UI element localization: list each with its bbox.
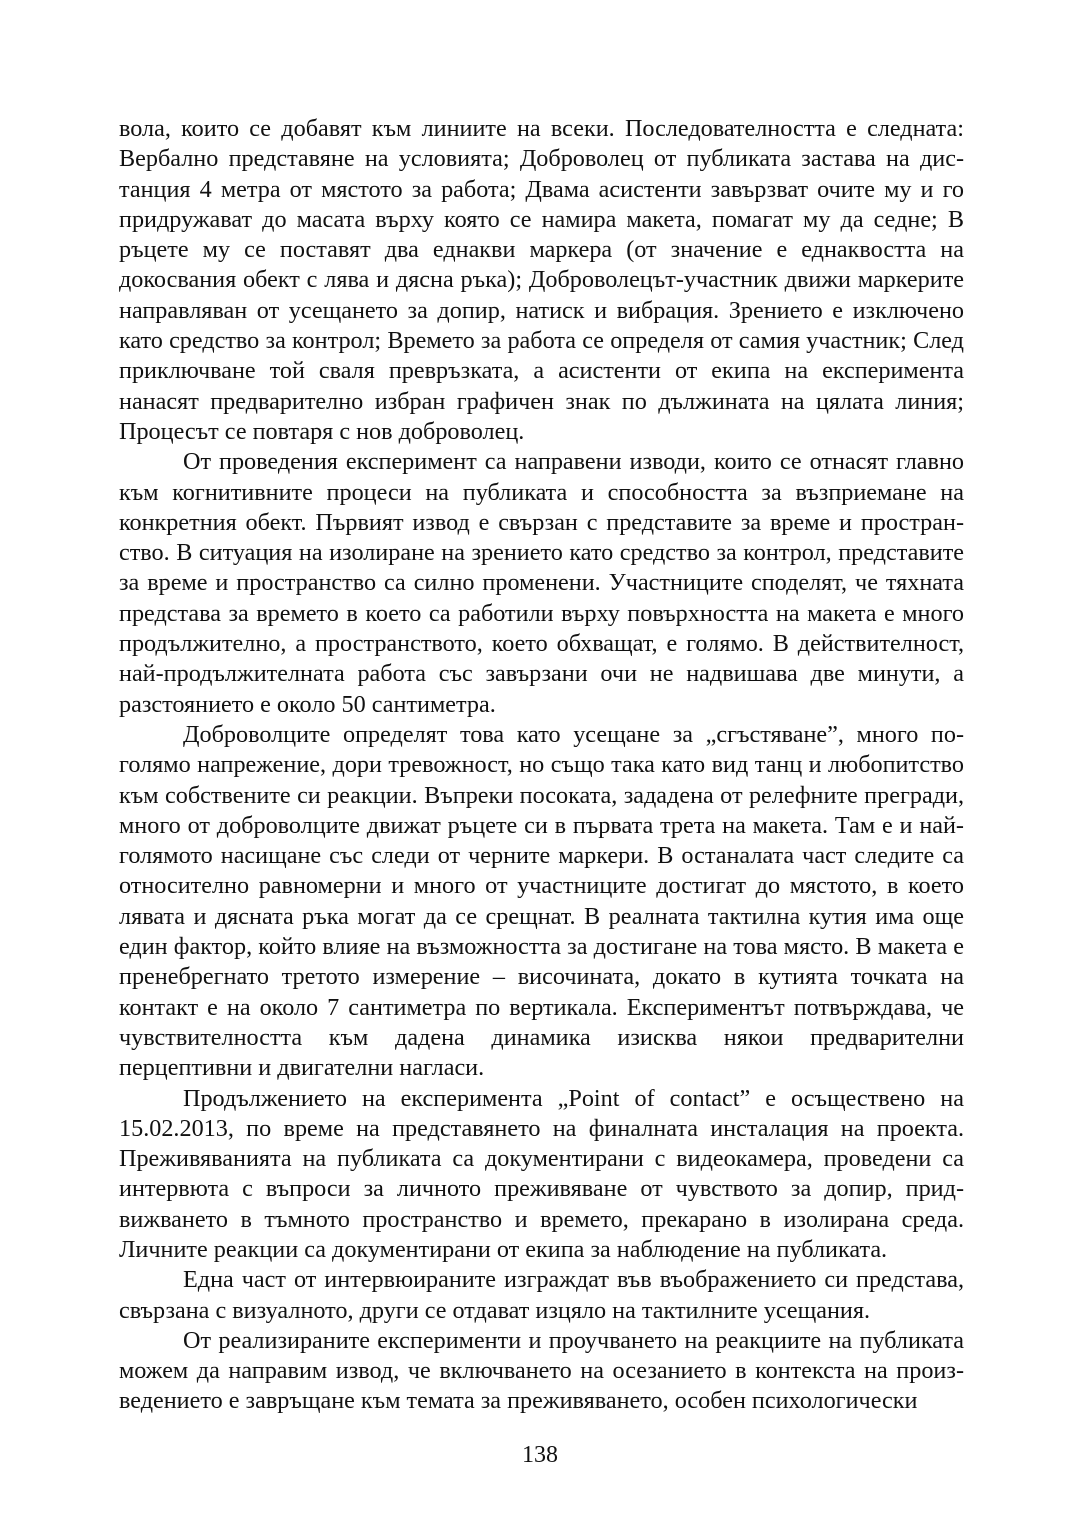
paragraph-6: От реализираните експерименти и проучването на реакциите на публиката можем да направим извод, че включването на осезанието в контекста на произведението е завръщане към темата за преживяването, особен психологически bbox=[119, 1326, 964, 1415]
paragraph-1: вола, които се добавят към линиите на всеки. Последователността е следната: Вербално представяне на условията; Доброволец от публиката застава на дистанция 4 метра от мястото за работа; Двама асистенти завързват очите му и го придружават до масата върху която се намира макета, помагат му да седне; В ръцете му се поставят два еднакви маркера (от значение е еднаквостта на докосвания обект с лява и дясна ръка); Доброволецът-участник движи маркерите направляван от усещането за допир, натиск и вибрация. Зрението е изключено като средство за контрол; Времето за работа се определя от самия участник; След приключване той сваля превръзката, а асистенти от екипа на експеримента нанасят предварително избран графичен знак по дължината на цялата линия; Процесът се повтаря с нов доброволец. bbox=[119, 115, 964, 445]
paragraph-4: Продължението на експеримента „Point of contact” е осъществено на 15.02.2013, по време на представянето на финалната инсталация на проекта. Преживяванията на публиката са документирани с видеокамера, проведени са интервюта с въпроси за личното преживяване от чувството за допир, придвижването в тъмното пространство и времето, прекарано в изолирана среда. Личните реакции са документирани от екипа за наблюдение на публиката. bbox=[119, 1084, 964, 1263]
paragraph-2: От проведения експеримент са направени изводи, които се отнасят главно към когнитивните процеси на публиката и способността за възприемане на конкретния обект. Първият извод е свързан с представите за време и пространство. В ситуация на изолиране на зрението като средство за контрол, представите за време и пространство са силно променени. Участниците споделят, че тяхната представа за времето в което са работили върху повърхността на макета е много продължително, а пространството, което обхващат, е голямо. В действителност, най-продължителната работа със завързани очи не надвишава две минути, а разстоянието е около 50 сантиметра. bbox=[119, 448, 964, 718]
body-text bbox=[119, 114, 964, 1417]
paragraph-3: Доброволците определят това като усещане за „сгъстяване”, много по-голямо напрежение, дори тревожност, но също така като вид танц и любопитство към собствените си реакции. Въпреки посоката, зададена от релефните прегради, много от доброволците движат ръцете си в първата трета на макета. Там е и най-голямото насищане със следи от черните маркери. В останалата част следите са относително равномерни и много от участниците достигат до мястото, в което лявата и дясната ръка могат да се срещнат. В реалната тактилна кутия има още един фактор, който влияе на възможността за достигане на това място. В макета е пренебрегнато третото измерение – височината, докато в кутията точката на контакт е на около 7 сантиметра по вертикала. Експериментът потвърждава, че чувствителността към дадена динамика изисква някои предварителни перцептивни и двигателни нагласи. bbox=[119, 720, 964, 1082]
page-number: 138 bbox=[522, 1442, 558, 1468]
paragraph-5: Една част от интервюираните изграждат във въображението си представа, свързана с визуалното, други се отдават изцяло на тактилните усещания. bbox=[119, 1266, 964, 1324]
